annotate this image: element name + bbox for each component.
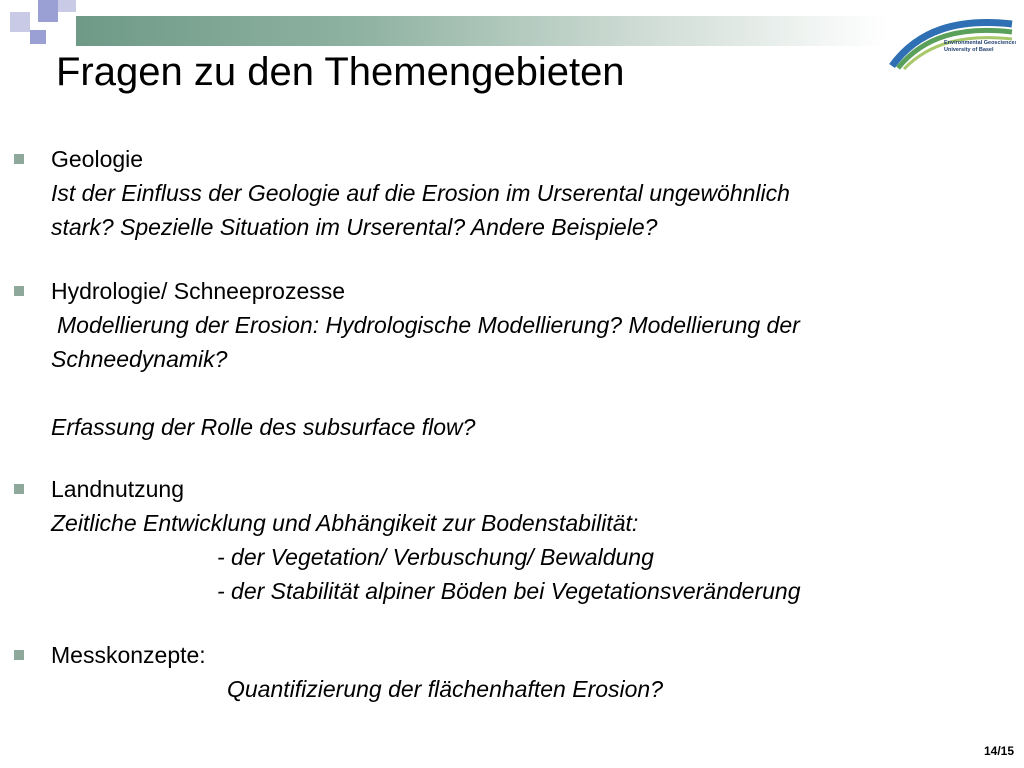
spacer xyxy=(51,376,1004,410)
slide-title: Fragen zu den Themengebieten xyxy=(56,50,625,94)
section-detail: - der Stabilität alpiner Böden bei Vegetationsveränderung xyxy=(217,578,801,604)
list-item-messkonzepte xyxy=(14,638,1004,706)
decor-square xyxy=(10,12,30,32)
list-item-hydrologie xyxy=(14,274,1004,444)
decor-square xyxy=(30,30,46,44)
section-detail: Quantifizierung der flächenhaften Erosion? xyxy=(227,676,664,702)
section-detail: stark? Spezielle Situation im Urserental? Andere Beispiele? xyxy=(51,214,658,240)
section-detail: Zeitliche Entwicklung und Abhängikeit zur Bodenstabilität: xyxy=(51,510,639,536)
university-logo xyxy=(888,10,1016,70)
bullet-square-icon xyxy=(14,154,24,164)
section-heading: Messkonzepte: xyxy=(51,642,206,668)
list-item-landnutzung xyxy=(14,472,1004,608)
section-detail: Ist der Einfluss der Geologie auf die Erosion im Urserental ungewöhnlich xyxy=(51,180,790,206)
bullet-square-icon xyxy=(14,286,24,296)
list-item-geologie xyxy=(14,142,1004,244)
bullet-square-icon xyxy=(14,484,24,494)
logo-line1: Environmental Geosciences xyxy=(944,40,1016,46)
section-detail: Erfassung der Rolle des subsurface flow? xyxy=(51,414,476,440)
section-heading: Geologie xyxy=(51,146,144,172)
title-gradient-bar xyxy=(76,16,888,46)
section-heading: Landnutzung xyxy=(51,476,185,502)
page-number: 14/15 xyxy=(983,744,1014,758)
section-heading: Hydrologie/ Schneeprozesse xyxy=(51,278,346,304)
section-detail: Modellierung der Erosion: Hydrologische Modellierung? Modellierung der xyxy=(57,312,800,338)
decor-square xyxy=(58,0,76,12)
section-detail: - der Vegetation/ Verbuschung/ Bewaldung xyxy=(217,544,654,570)
decor-square xyxy=(38,0,58,22)
logo-line2: University of Basel xyxy=(944,47,994,53)
section-detail: Schneedynamik? xyxy=(51,346,228,372)
bullet-list xyxy=(14,142,1004,706)
bullet-square-icon xyxy=(14,650,24,660)
